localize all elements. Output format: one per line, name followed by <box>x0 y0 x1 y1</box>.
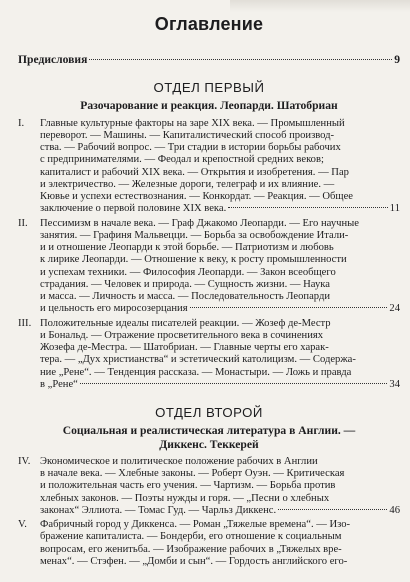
dot-leader <box>89 59 392 60</box>
summary-last-line <box>40 303 400 315</box>
summary-line: Экономическое и политическое положение рабочих в Англии <box>40 455 318 467</box>
summary-line: ние „Рене“. — Тенденция рассказа. — Монастыри. — Ложь и правда <box>40 366 352 378</box>
summary-line: заключение о первой половине XIX века. <box>40 203 227 215</box>
summary-line: и электричество. — Железные дороги, телеграф и их влияние. — <box>40 178 335 190</box>
chapter-summary <box>40 456 400 517</box>
summary-line: и успехам техники. — Философия Леопарди. — Закон всеобщего <box>40 266 336 278</box>
summary-line: к лирике Леопарди. — Отношение к веку, к росту промышленности <box>40 254 347 266</box>
dot-leader <box>80 383 388 384</box>
preface-page: 9 <box>394 53 400 66</box>
chapter-page-number: 24 <box>389 303 400 315</box>
chapter-entry[interactable] <box>18 318 400 392</box>
section-subtitle-line: Диккенс. Теккерей <box>159 437 259 451</box>
summary-line: в „Рене“ <box>40 378 78 390</box>
dot-leader <box>278 509 387 510</box>
summary-line: Кювье и успехи естествознания. — Конкордат. — Реакция. — Общее <box>40 191 353 203</box>
chapter-page-number: 11 <box>389 203 400 215</box>
chapter-entry[interactable] <box>18 218 400 316</box>
summary-line: и Бональд. — Отражение просветительного века в сочинениях <box>40 329 324 341</box>
chapter-summary <box>40 218 400 316</box>
chapter-number: III. <box>18 317 32 329</box>
toc-sections <box>18 80 400 568</box>
section-subtitle <box>18 99 400 112</box>
dot-leader <box>228 207 388 208</box>
summary-line: Пессимизм в начале века. — Граф Джакомо Леопарди. — Его научные <box>40 217 359 229</box>
chapter-entry[interactable] <box>18 456 400 517</box>
summary-line: с предпринимателями. — Феодал и крепостной средних веков; <box>40 154 324 166</box>
summary-line: в начале века. — Хлебные законы. — Роберт Оуэн. — Критическая <box>40 468 345 480</box>
chapter-number: II. <box>18 217 28 229</box>
summary-line: переворот. — Машины. — Капиталистический способ производ- <box>40 129 335 141</box>
summary-last-line <box>40 379 400 391</box>
summary-last-line <box>40 203 400 215</box>
toc-page <box>18 14 400 570</box>
preface-row[interactable] <box>18 53 400 66</box>
summary-line: занятия. — Графиня Мальвецци. — Борьба за освобождение Итали- <box>40 229 349 241</box>
summary-line: менах“. — Стэфен. — „Домби и сын“. — Гордость английского его- <box>40 555 348 567</box>
page-title: Оглавление <box>154 14 264 34</box>
section-subtitle-line: Социальная и реалистическая литература в Англии. — <box>62 424 356 438</box>
chapter-page-number: 34 <box>389 378 400 390</box>
summary-line: Жозефа де-Местра. — Шатобриан. — Главные черты его харак- <box>40 342 329 354</box>
chapter-summary <box>40 519 400 568</box>
chapter-entry[interactable] <box>18 118 400 216</box>
section-subtitle-line: Разочарование и реакция. Леопарди. Шатобриан <box>80 99 338 113</box>
summary-line: Фабричный город у Диккенса. — Роман „Тяжелые времена“. — Изо- <box>40 519 351 531</box>
section-heading: ОТДЕЛ ПЕРВЫЙ <box>153 80 265 96</box>
section-heading: ОТДЕЛ ВТОРОЙ <box>155 405 263 421</box>
page-edge-shadow <box>230 0 410 12</box>
summary-line: ства. — Рабочий вопрос. — Три стадии в истории борьбы рабочих <box>40 142 341 154</box>
summary-line: Главные культурные факторы на заре XIX века. — Промышленный <box>40 117 345 129</box>
chapter-summary <box>40 318 400 392</box>
summary-line: вопросам, его женитьба. — Изображение рабочих в „Тяжелых вре- <box>40 543 342 555</box>
summary-line: и цельность его миросозерцания <box>40 303 188 315</box>
chapter-entry[interactable] <box>18 519 400 568</box>
summary-line: и положительная часть его учения. — Чартизм. — Борьба против <box>40 480 336 492</box>
chapter-summary <box>40 118 400 216</box>
summary-line: Положительные идеалы писателей реакции. — Жозеф де-Местр <box>40 317 331 329</box>
summary-line: хлебных законов. — Поэты нужды и горя. — „Песни о хлебных <box>40 492 330 504</box>
summary-line: тера. — „Дух христианства“ и эстетический католицизм. — Содержа- <box>40 354 356 366</box>
preface-label: Предисловия <box>18 53 88 66</box>
summary-line: бражение капиталиста. — Бондерби, его отношение к социальным <box>40 531 342 543</box>
summary-line: и и отношение Леопарди к этой борьбе. — Патриотизм и любовь <box>40 242 334 254</box>
dot-leader <box>190 307 388 308</box>
summary-line: капиталист и рабочий XIX века. — Открытия и изобретения. — Пар <box>40 166 349 178</box>
chapter-page-number: 46 <box>389 504 400 516</box>
section-subtitle <box>18 424 400 451</box>
summary-last-line <box>40 505 400 517</box>
summary-line: и масса. — Личность и масса. — Последовательность Леопарди <box>40 291 331 303</box>
summary-line: законах“ Эллиота. — Томас Гуд. — Чарльз Диккенс. <box>40 504 277 516</box>
chapter-number: V. <box>18 519 27 531</box>
chapter-number: I. <box>18 117 25 129</box>
summary-line: страдания. — Человек и природа. — Сущность жизни. — Наука <box>40 278 330 290</box>
chapter-number: IV. <box>18 455 31 467</box>
